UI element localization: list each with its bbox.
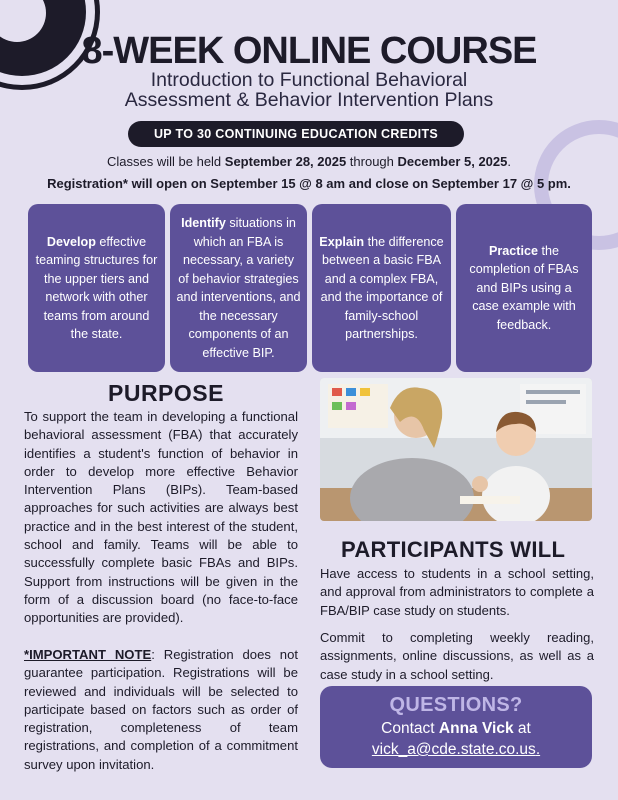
goal-text: the difference between a basic FBA and a complex FBA, and the importance of family-school partnerships. <box>320 234 444 341</box>
goal-text: situations in which an FBA is necessary, a variety of behavior strategies and interventions, and the necessary components of an effective BIP. <box>176 216 301 360</box>
important-note-label: *IMPORTANT NOTE <box>24 647 152 662</box>
teacher-student-image <box>320 378 592 521</box>
goal-card-identify <box>170 204 307 372</box>
participants-item-1: Have access to students in a school setting, and approval from administrators to complete a FBA/BIP case study on students. <box>320 566 594 618</box>
questions-box <box>320 686 592 768</box>
goal-verb: Develop <box>46 234 96 249</box>
classroom-photo <box>320 378 592 521</box>
contact-email-link[interactable]: vick_a@cde.state.co.us <box>371 741 536 758</box>
goal-card-explain <box>312 204 451 372</box>
goal-card-practice <box>456 204 592 372</box>
contact-email-line: vick_a@cde.state.co.us. <box>371 741 541 758</box>
participants-item-2: Commit to completing weekly reading, assignments, online discussions, as well as a case study in a school setting. <box>320 630 594 682</box>
purpose-heading: PURPOSE <box>108 380 224 406</box>
goal-verb: Explain <box>319 234 365 249</box>
registration-dates: Registration* will open on September 15 @ 8 am and close on September 17 @ 5 pm. <box>47 176 571 191</box>
important-note-body: : Registration does not guarantee participation. Registrations will be reviewed and individuals will be selected to participate based on factors such as order of registration, completeness of team registrations, and completion of a commitment survey upon invitation. <box>24 647 298 772</box>
subtitle-line-1: Introduction to Functional Behavioral <box>150 69 468 91</box>
page-title: 8-WEEK ONLINE COURSE <box>81 30 537 72</box>
goal-card-develop <box>28 204 165 372</box>
contact-name: Anna Vick <box>438 720 514 737</box>
participants-heading: PARTICIPANTS WILL <box>341 537 566 562</box>
questions-heading: QUESTIONS? <box>389 694 523 716</box>
contact-line: Contact Anna Vick at <box>381 720 531 737</box>
goal-text: effective teaming structures for the upper tiers and network with other teams from around the state. <box>35 234 158 341</box>
class-dates: Classes will be held September 28, 2025 through December 5, 2025. <box>107 154 511 169</box>
credits-badge: UP TO 30 CONTINUING EDUCATION CREDITS <box>128 121 464 147</box>
important-note <box>24 646 298 774</box>
goal-verb: Identify <box>181 216 226 230</box>
goal-verb: Practice <box>488 243 538 258</box>
goal-text: the completion of FBAs and BIPs using a case example with feedback. <box>469 243 579 332</box>
subtitle-line-2: Assessment & Behavior Intervention Plans <box>124 89 494 111</box>
purpose-body: To support the team in developing a functional behavioral assessment (FBA) that accurately identifies a student's function of behavior in order to develop more effective Behavior Intervention Plans (BIPs). Team-based approaches for such activities are always best practice and in the best interest of the student, school and family. Teams will be able to successfully complete basic FBAs and BIPs. Support from instructions will be given in the form of a discussion board (no face-to-face opportunities are provided). <box>24 409 298 626</box>
